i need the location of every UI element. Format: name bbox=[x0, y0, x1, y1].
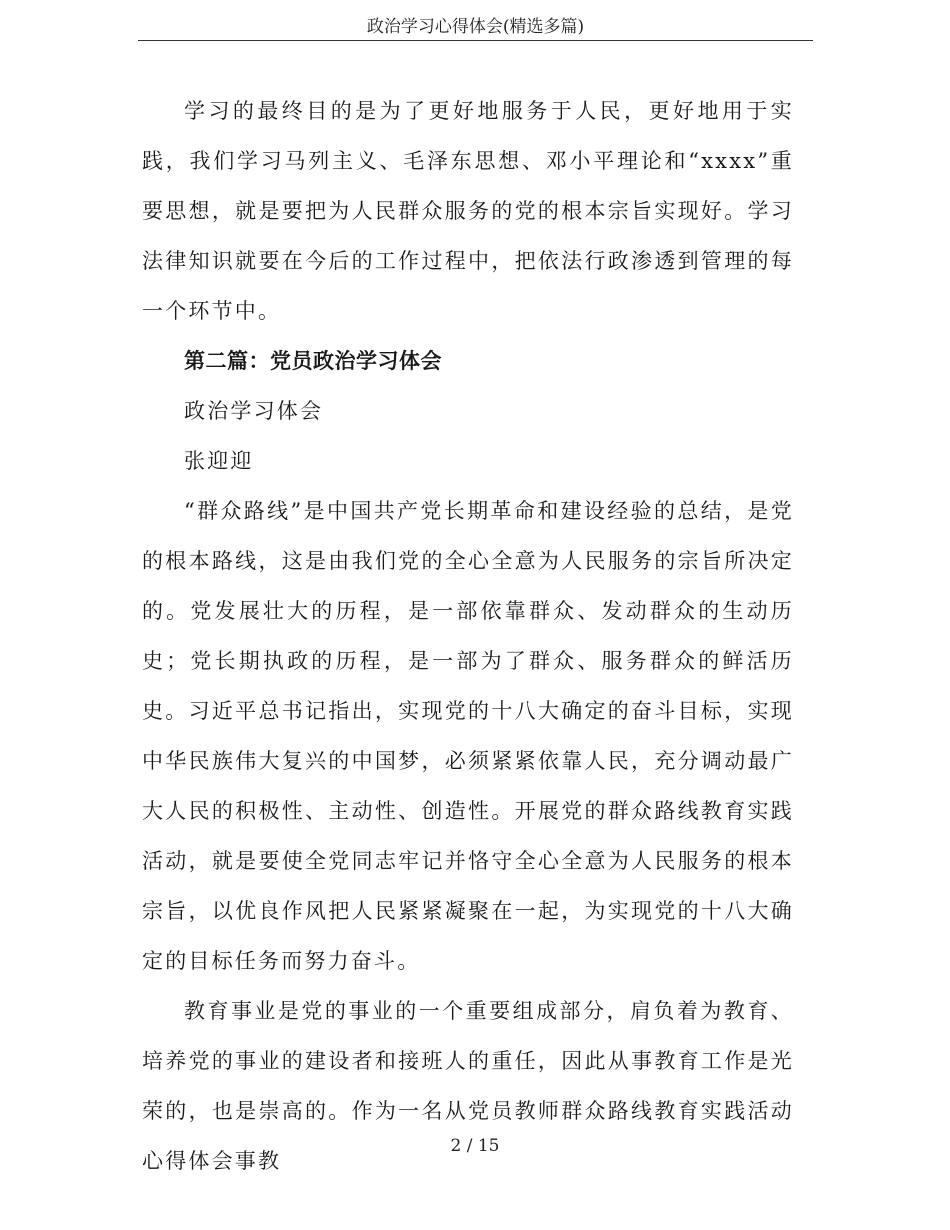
paragraph-mass-line: “群众路线”是中国共产党长期革命和建设经验的总结，是党的根本路线，这是由我们党的全心全意为人民服务的宗旨所决定的。党发展壮大的历程，是一部依靠群众、发动群众的生动历史；党长期执政的历程，是一部为了群众、服务群众的鲜活历史。习近平总书记指出，实现党的十八大确定的奋斗目标，实现中华民族伟大复兴的中国梦，必须紧紧依靠人民，充分调动最广大人民的积极性、主动性、创造性。开展党的群众路线教育实践活动，就是要使全党同志牢记并恪守全心全意为人民服务的根本宗旨，以优良作风把人民紧紧凝聚在一起，为实现党的十八大确定的目标任务而努力奋斗。 bbox=[142, 499, 794, 973]
document-body bbox=[142, 86, 794, 1186]
page-number: 2 / 15 bbox=[450, 1136, 500, 1156]
document-title: 政治学习心得体会(精选多篇) bbox=[366, 17, 585, 37]
paragraph-education: 教育事业是党的事业的一个重要组成部分，肩负着为教育、培养党的事业的建设者和接班人的重任，因此从事教育工作是光荣的，也是崇高的。作为一名从党员教师群众路线教育实践活动心得体会事教 bbox=[142, 999, 794, 1173]
article-author: 张迎迎 bbox=[184, 449, 254, 473]
paragraph-study-purpose: 学习的最终目的是为了更好地服务于人民，更好地用于实践，我们学习马列主义、毛泽东思想、邓小平理论和“xxxx”重要思想，就是要把为人民群众服务的党的根本宗旨实现好。学习法律知识就要在今后的工作过程中，把依法行政渗透到管理的每一个环节中。 bbox=[142, 99, 794, 323]
article-subtitle: 政治学习体会 bbox=[184, 399, 324, 423]
page-header bbox=[138, 14, 813, 41]
page-footer bbox=[0, 1134, 950, 1158]
section-title: 第二篇：党员政治学习体会 bbox=[184, 349, 442, 373]
